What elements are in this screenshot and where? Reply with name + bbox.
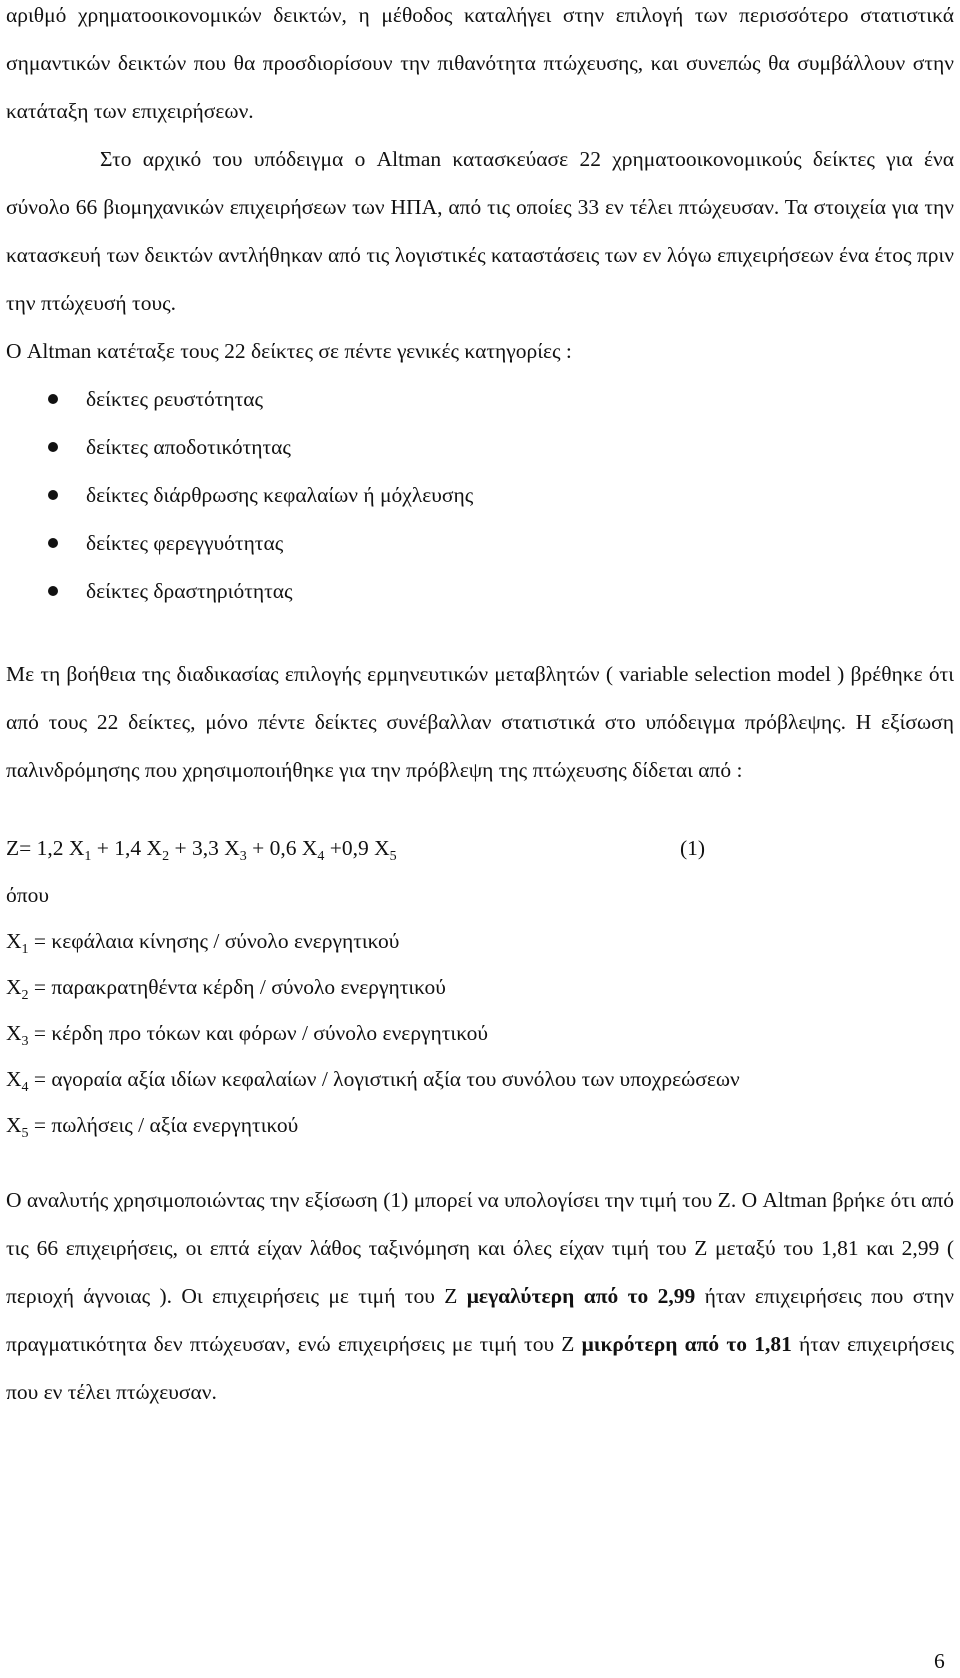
- paragraph-text: Ο Altman κατέταξε τους 22 δείκτες σε πέντε γενικές κατηγορίες :: [6, 339, 572, 363]
- paragraph-text: Με τη βοήθεια της διαδικασίας επιλογής ερμηνευτικών μεταβλητών ( variable selection model ) βρέθηκε ότι από τους 22 δείκτες, μόνο πέντε δείκτες συνέβαλλαν στατιστικά στο υπόδειγμα πρόβλεψης. Η εξίσωση παλινδρόμησης που χρησιμοποιήθηκε για την πρόβλεψη της πτώχευσης δίδεται από :: [6, 662, 954, 782]
- paragraph-text: Στο αρχικό του υπόδειγμα ο Altman κατασκεύασε 22 χρηματοοικονομικούς δείκτες για ένα σύνολο 66 βιομηχανικών επιχειρήσεων των ΗΠΑ, από τις οποίες 33 εν τέλει πτώχευσαν. Τα στοιχεία για την κατασκευή των δεικτών αντλήθηκαν από τις λογιστικές καταστάσεις των εν λόγω επιχειρήσεων ένα έτος πριν την πτώχευσή τους.: [6, 147, 954, 315]
- list-item-text: δείκτες αποδοτικότητας: [86, 435, 291, 459]
- bold-threshold-low: μικρότερη από το 1,81: [581, 1332, 792, 1356]
- paragraph-variable-selection: [6, 650, 954, 794]
- page-number: 6: [934, 1649, 945, 1673]
- equation-text: Z= 1,2 $X_1 + 1,4$ $X_2 + 3,3$ $X_3 + 0,6$ $X_4 +0,9$ $X_5$: [6, 836, 397, 864]
- list-item-text: δείκτες διάρθρωσης κεφαλαίων ή μόχλευσης: [86, 483, 474, 507]
- bullet-icon: [48, 490, 58, 500]
- paragraph-method-intro: [6, 0, 954, 135]
- list-item: [6, 519, 954, 567]
- where-label: όπου: [6, 883, 49, 907]
- list-item-text: δείκτες φερεγγυότητας: [86, 531, 284, 555]
- paragraph-categories-intro: [6, 327, 954, 375]
- document-page: [6, 0, 955, 1404]
- definition-x1: $X_1 = \kappa\varepsilon\varphi ά\lambda\alpha\iota\alpha$ κίνησης / σύνολο ενεργητικού: [6, 929, 400, 957]
- list-item-text: δείκτες δραστηριότητας: [86, 579, 293, 603]
- definition-x5: $X_5 = \pi\omega\lambda ή\sigma\varepsilon\iota\varsigma / \alpha\xi ί\alpha$ ενεργητικού: [6, 1113, 299, 1141]
- definition-x3: $X_3 = \kappa έ\rho\delta\eta$ προ τόκων και φόρων / σύνολο ενεργητικού: [6, 1021, 488, 1049]
- list-item-text: δείκτες ρευστότητας: [86, 387, 264, 411]
- list-item: [6, 567, 954, 615]
- definition-x2: $X_2 = \pi\alpha\rho\alpha\kappa\rho\alpha\tau\eta\theta έ\nu\tau\alpha$ κέρδη / σύνολο ενεργητικού: [6, 975, 446, 1003]
- variable-definitions: [6, 872, 954, 1148]
- equation-number: (1): [680, 836, 706, 860]
- categories-list: [6, 375, 954, 615]
- bold-threshold-high: μεγαλύτερη από το 2,99: [466, 1284, 696, 1308]
- z-score-equation: [6, 824, 954, 872]
- bullet-icon: [48, 442, 58, 452]
- bullet-icon: [48, 586, 58, 596]
- bullet-icon: [48, 394, 58, 404]
- bullet-icon: [48, 538, 58, 548]
- paragraph-altman-model: [6, 135, 954, 327]
- list-item: [6, 423, 954, 471]
- paragraph-z-interpretation: Ο αναλυτής χρησιμοποιώντας την εξίσωση (1) μπορεί να υπολογίσει την τιμή του Ζ. Ο Altman βρήκε ότι από τις 66 επιχειρήσεις, οι επτά είχαν λάθος ταξινόμηση και όλες είχαν τιμή του Ζ μεταξύ του 1,81 και 2,99 ( περιοχή άγνοιας ). Οι επιχειρήσεις με τιμή του Ζ μεγαλύτερη από το 2,99 ήταν επιχειρήσεις που στην πραγματικότητα δεν πτώχευσαν, ενώ επιχειρήσεις με τιμή του Ζ μικρότερη από το 1,81 ήταν επιχειρήσεις που εν τέλει πτώχευσαν.: [6, 1188, 955, 1404]
- paragraph-text: αριθμό χρηματοοικονομικών δεικτών, η μέθοδος καταλήγει στην επιλογή των περισσότερο στατιστικά σημαντικών δεικτών που θα προσδιορίσουν την πιθανότητα πτώχευσης, και συνεπώς θα συμβάλλουν στην κατάταξη των επιχειρήσεων.: [6, 3, 954, 123]
- list-item: [6, 375, 954, 423]
- list-item: [6, 471, 954, 519]
- definition-x4: $X_4 = \alpha\gamma o\rho\alpha ί\alpha$ αξία ιδίων κεφαλαίων / λογιστική αξία του συνόλου των υποχρεώσεων: [6, 1067, 740, 1095]
